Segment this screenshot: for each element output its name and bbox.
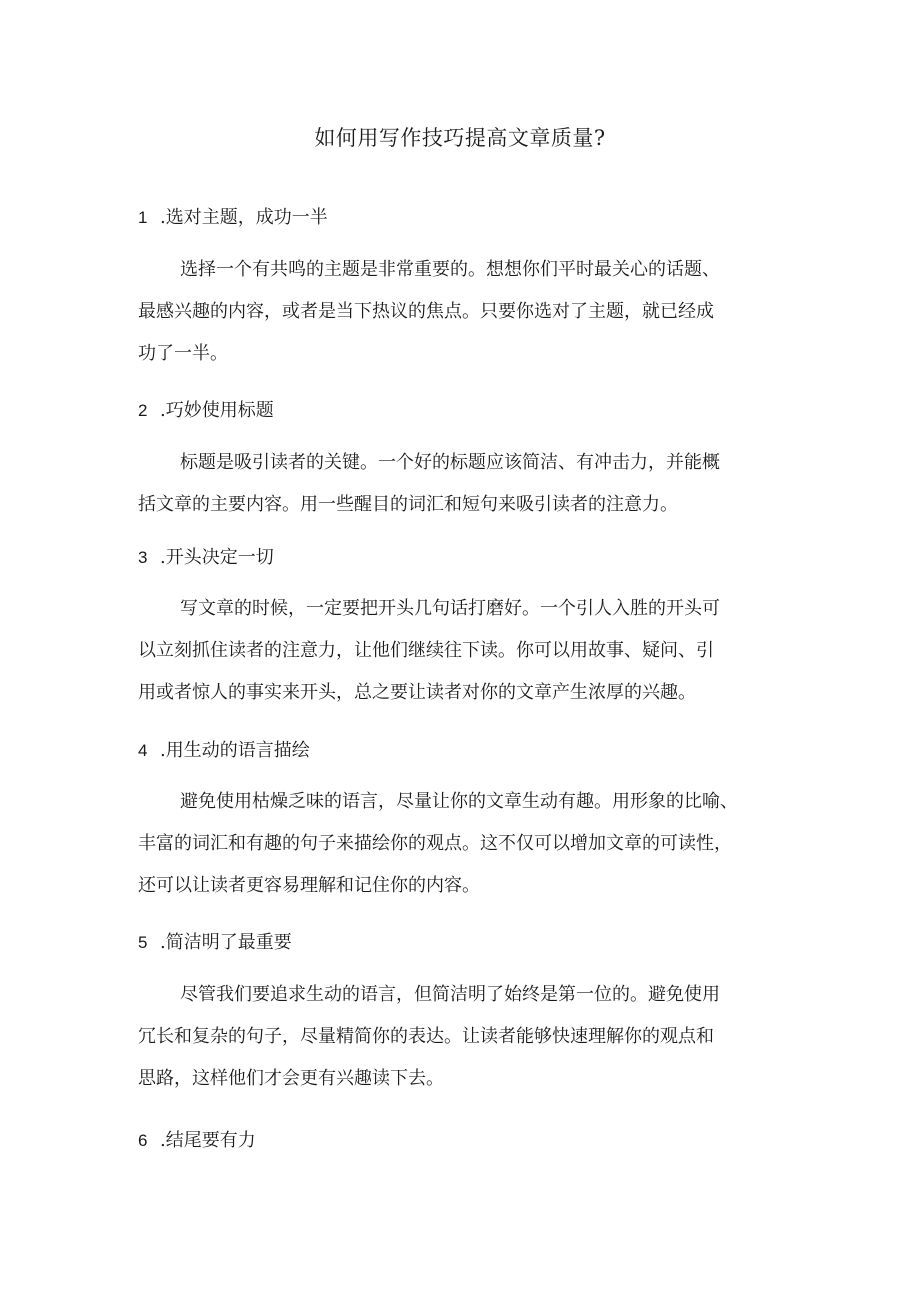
paragraph-line: 最感兴趣的内容，或者是当下热议的焦点。只要你选对了主题，就已经成 — [138, 301, 714, 322]
section-heading-text: .结尾要有力 — [160, 1130, 256, 1151]
paragraph-line: 以立刻抓住读者的注意力，让他们继续往下读。你可以用故事、疑问、引 — [138, 640, 714, 661]
paragraph-line: 括文章的主要内容。用一些醒目的词汇和短句来吸引读者的注意力。 — [138, 494, 678, 515]
paragraph-line: 功了一半。 — [138, 343, 228, 364]
section-heading — [138, 1128, 256, 1154]
section-heading — [138, 930, 292, 956]
section-paragraph — [138, 249, 788, 375]
paragraph-line: 用或者惊人的事实来开头，总之要让读者对你的文章产生浓厚的兴趣。 — [138, 682, 696, 703]
page-title: 如何用写作技巧提高文章质量? — [314, 126, 606, 150]
section-heading-text: .开头决定一切 — [160, 547, 274, 568]
section-heading — [138, 398, 274, 424]
section-heading-text: .简洁明了最重要 — [160, 932, 292, 953]
section-heading — [138, 205, 328, 231]
paragraph-line: 写文章的时候，一定要把开头几句话打磨好。一个引人入胜的开头可 — [180, 598, 720, 619]
paragraph-line: 选择一个有共鸣的主题是非常重要的。想想你们平时最关心的话题、 — [180, 259, 720, 280]
paragraph-line: 标题是吸引读者的关键。一个好的标题应该简洁、有冲击力，并能概 — [180, 452, 720, 473]
section-paragraph — [138, 442, 788, 526]
section-number: 5 — [138, 933, 148, 952]
section-heading-text: .巧妙使用标题 — [160, 400, 274, 421]
section-paragraph — [138, 588, 788, 714]
paragraph-line: 思路，这样他们才会更有兴趣读下去。 — [138, 1068, 444, 1089]
paragraph-line: 尽管我们要追求生动的语言，但简洁明了始终是第一位的。避免使用 — [180, 984, 720, 1005]
section-number: 1 — [138, 208, 148, 227]
section-paragraph — [138, 974, 788, 1100]
paragraph-line: 还可以让读者更容易理解和记住你的内容。 — [138, 875, 480, 896]
section-number: 2 — [138, 401, 148, 420]
section-heading — [138, 738, 310, 764]
paragraph-line: 冗长和复杂的句子，尽量精简你的表达。让读者能够快速理解你的观点和 — [138, 1026, 714, 1047]
section-number: 4 — [138, 741, 148, 760]
section-number: 6 — [138, 1131, 148, 1150]
section-paragraph — [138, 781, 788, 907]
section-heading-text: .选对主题，成功一半 — [160, 207, 328, 228]
paragraph-line: 丰富的词汇和有趣的句子来描绘你的观点。这不仅可以增加文章的可读性， — [138, 833, 732, 854]
section-number: 3 — [138, 548, 148, 567]
section-heading-text: .用生动的语言描绘 — [160, 740, 310, 761]
paragraph-line: 避免使用枯燥乏味的语言，尽量让你的文章生动有趣。用形象的比喻、 — [180, 791, 738, 812]
section-heading — [138, 545, 274, 571]
